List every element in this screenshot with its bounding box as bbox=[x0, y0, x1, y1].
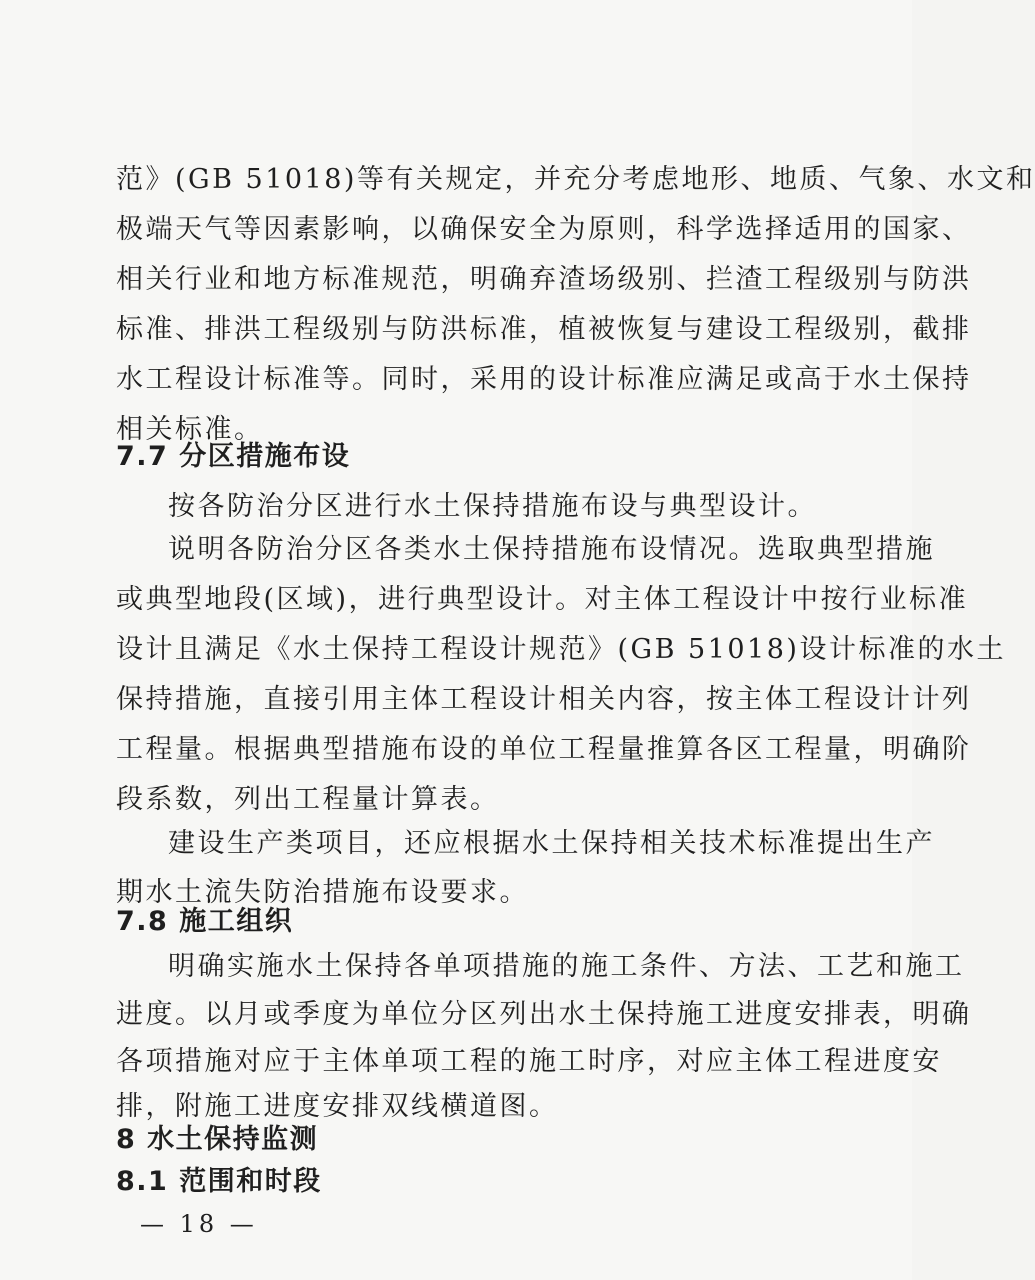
body-text-line: 段系数，列出工程量计算表。 bbox=[116, 784, 500, 815]
body-text-line: 保持措施，直接引用主体工程设计相关内容，按主体工程设计计列 bbox=[116, 684, 972, 715]
body-text-line: 相关行业和地方标准规范，明确弃渣场级别、拦渣工程级别与防洪 bbox=[116, 264, 972, 295]
section-heading-8: 8 水土保持监测 bbox=[116, 1124, 319, 1155]
body-text-line: 按各防治分区进行水土保持措施布设与典型设计。 bbox=[168, 491, 817, 522]
body-text-line: 各项措施对应于主体单项工程的施工时序，对应主体工程进度安 bbox=[116, 1046, 942, 1077]
body-text-line: 范》(GB 51018)等有关规定，并充分考虑地形、地质、气象、水文和 bbox=[116, 164, 1035, 195]
body-text-line: 标准、排洪工程级别与防洪标准，植被恢复与建设工程级别，截排 bbox=[116, 314, 972, 345]
body-text-line: 工程量。根据典型措施布设的单位工程量推算各区工程量，明确阶 bbox=[116, 734, 972, 765]
page-number: — 18 — bbox=[140, 1210, 258, 1238]
body-text-line: 水工程设计标准等。同时，采用的设计标准应满足或高于水土保持 bbox=[116, 364, 972, 395]
body-text-line: 设计且满足《水土保持工程设计规范》(GB 51018)设计标准的水土 bbox=[116, 634, 1006, 665]
section-heading-7-7: 7.7 分区措施布设 bbox=[116, 441, 351, 472]
section-heading-7-8: 7.8 施工组织 bbox=[116, 906, 294, 937]
body-text-line: 建设生产类项目，还应根据水土保持相关技术标准提出生产 bbox=[168, 828, 935, 859]
body-text-line: 相关标准。 bbox=[116, 414, 264, 445]
body-text-line: 明确实施水土保持各单项措施的施工条件、方法、工艺和施工 bbox=[168, 951, 965, 982]
section-heading-8-1: 8.1 范围和时段 bbox=[116, 1166, 322, 1197]
body-text-line: 说明各防治分区各类水土保持措施布设情况。选取典型措施 bbox=[168, 534, 935, 565]
body-text-line: 期水土流失防治措施布设要求。 bbox=[116, 877, 529, 908]
body-text-line: 极端天气等因素影响，以确保安全为原则，科学选择适用的国家、 bbox=[116, 214, 972, 245]
body-text-line: 排，附施工进度安排双线横道图。 bbox=[116, 1091, 559, 1122]
body-text-line: 或典型地段(区域)，进行典型设计。对主体工程设计中按行业标准 bbox=[116, 584, 969, 615]
body-text-line: 进度。以月或季度为单位分区列出水土保持施工进度安排表，明确 bbox=[116, 999, 972, 1030]
